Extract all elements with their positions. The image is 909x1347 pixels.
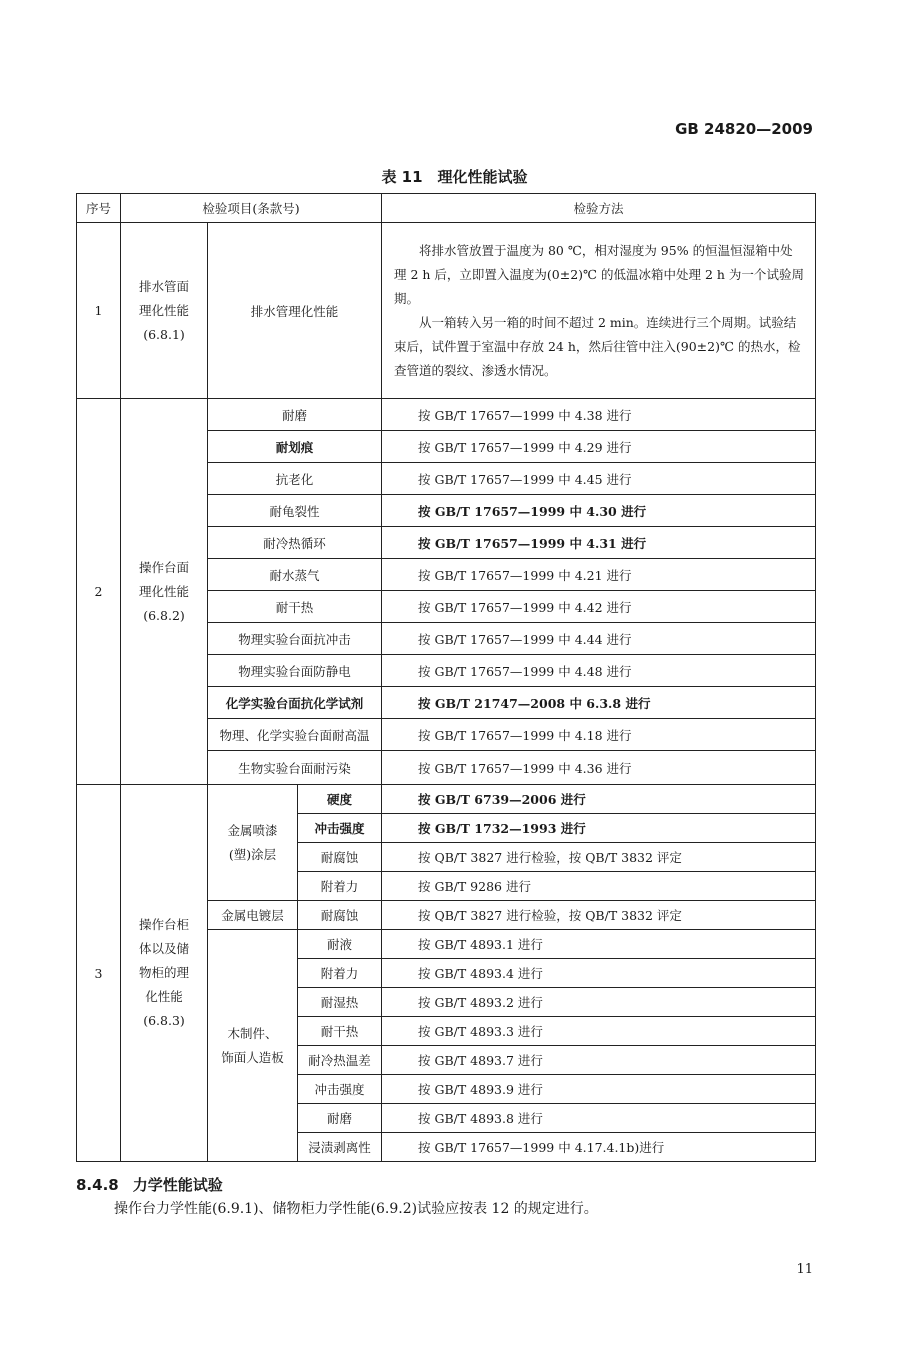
test-method: 按 GB/T 17657—1999 中 4.42 进行	[382, 591, 816, 623]
test-item: 耐龟裂性	[208, 495, 382, 527]
test-item: 物理实验台面抗冲击	[208, 623, 382, 655]
test-item: 耐湿热	[298, 988, 382, 1017]
group-category: 操作台面 理化性能 (6.8.2)	[121, 399, 208, 785]
test-item: 耐磨	[298, 1104, 382, 1133]
test-item: 耐磨	[208, 399, 382, 431]
header-no: 序号	[77, 194, 121, 223]
test-item: 生物实验台面耐污染	[208, 751, 382, 785]
group-number: 2	[77, 399, 121, 785]
test-item: 附着力	[298, 959, 382, 988]
test-item: 耐冷热温差	[298, 1046, 382, 1075]
test-method: 将排水管放置于温度为 80 ℃，相对湿度为 95% 的恒温恒湿箱中处理 2 h 后，立即置入温度为(0±2)℃ 的低温冰箱中处理 2 h 为一个试验周期。 从一箱转入另一箱的时间不超过 2 min。连续进行三个周期。试验结束后，试件置于室温中存放 24 h，然后往管中注入(90±2)℃ 的热水，检查管道的裂纹、渗透水情况。	[382, 223, 816, 399]
standard-code: GB 24820—2009	[675, 120, 813, 138]
test-item: 抗老化	[208, 463, 382, 495]
test-item: 冲击强度	[298, 814, 382, 843]
test-method: 按 GB/T 6739—2006 进行	[382, 785, 816, 814]
group-category: 操作台柜 体以及储 物柜的理 化性能 (6.8.3)	[121, 785, 208, 1162]
test-method: 按 QB/T 3827 进行检验，按 QB/T 3832 评定	[382, 901, 816, 930]
section-heading	[76, 1174, 223, 1195]
test-item: 耐冷热循环	[208, 527, 382, 559]
test-method: 按 GB/T 4893.2 进行	[382, 988, 816, 1017]
test-method: 按 GB/T 17657—1999 中 4.17.4.1b)进行	[382, 1133, 816, 1162]
group-number: 1	[77, 223, 121, 399]
test-method: 按 GB/T 17657—1999 中 4.48 进行	[382, 655, 816, 687]
section-body: 操作台力学性能(6.9.1)、储物柜力学性能(6.9.2)试验应按表 12 的规定进行。	[114, 1201, 598, 1217]
table-row	[77, 399, 816, 431]
test-item: 耐水蒸气	[208, 559, 382, 591]
section-title: 力学性能试验	[132, 1176, 223, 1194]
table-title: 表 11 理化性能试验	[381, 168, 528, 186]
test-item: 排水管理化性能	[208, 223, 382, 399]
sub-category: 金属喷漆 (塑)涂层	[208, 785, 298, 901]
test-method: 按 GB/T 17657—1999 中 4.36 进行	[382, 751, 816, 785]
group-number: 3	[77, 785, 121, 1162]
test-method: 按 GB/T 17657—1999 中 4.30 进行	[382, 495, 816, 527]
header-item: 检验项目(条款号)	[121, 194, 382, 223]
test-item: 耐腐蚀	[298, 901, 382, 930]
test-item: 耐划痕	[208, 431, 382, 463]
test-method: 按 GB/T 21747—2008 中 6.3.8 进行	[382, 687, 816, 719]
page-number: 11	[796, 1262, 813, 1277]
test-item: 物理、化学实验台面耐高温	[208, 719, 382, 751]
group-category: 排水管面 理化性能 (6.8.1)	[121, 223, 208, 399]
table-row	[77, 785, 816, 814]
test-method: 按 GB/T 4893.3 进行	[382, 1017, 816, 1046]
section-number: 8.4.8	[76, 1176, 119, 1194]
test-method: 按 GB/T 17657—1999 中 4.44 进行	[382, 623, 816, 655]
test-method: 按 GB/T 17657—1999 中 4.18 进行	[382, 719, 816, 751]
sub-category: 木制件、 饰面人造板	[208, 930, 298, 1162]
test-item: 浸渍剥离性	[298, 1133, 382, 1162]
test-method: 按 GB/T 17657—1999 中 4.29 进行	[382, 431, 816, 463]
test-method: 按 GB/T 17657—1999 中 4.38 进行	[382, 399, 816, 431]
test-method: 按 GB/T 4893.1 进行	[382, 930, 816, 959]
physicochemical-test-table	[76, 193, 816, 1162]
test-item: 耐腐蚀	[298, 843, 382, 872]
test-item: 物理实验台面防静电	[208, 655, 382, 687]
test-method: 按 GB/T 1732—1993 进行	[382, 814, 816, 843]
test-method: 按 GB/T 4893.9 进行	[382, 1075, 816, 1104]
test-method: 按 QB/T 3827 进行检验，按 QB/T 3832 评定	[382, 843, 816, 872]
test-method: 按 GB/T 4893.4 进行	[382, 959, 816, 988]
test-method: 按 GB/T 17657—1999 中 4.31 进行	[382, 527, 816, 559]
test-item: 附着力	[298, 872, 382, 901]
test-method: 按 GB/T 17657—1999 中 4.21 进行	[382, 559, 816, 591]
test-item: 耐液	[298, 930, 382, 959]
table-row	[77, 223, 816, 399]
table-header-row	[77, 194, 816, 223]
test-method: 按 GB/T 9286 进行	[382, 872, 816, 901]
test-item: 化学实验台面抗化学试剂	[208, 687, 382, 719]
test-item: 冲击强度	[298, 1075, 382, 1104]
test-method: 按 GB/T 17657—1999 中 4.45 进行	[382, 463, 816, 495]
test-method: 按 GB/T 4893.8 进行	[382, 1104, 816, 1133]
sub-category: 金属电镀层	[208, 901, 298, 930]
test-item: 硬度	[298, 785, 382, 814]
header-method: 检验方法	[382, 194, 816, 223]
test-item: 耐干热	[208, 591, 382, 623]
test-item: 耐干热	[298, 1017, 382, 1046]
test-method: 按 GB/T 4893.7 进行	[382, 1046, 816, 1075]
